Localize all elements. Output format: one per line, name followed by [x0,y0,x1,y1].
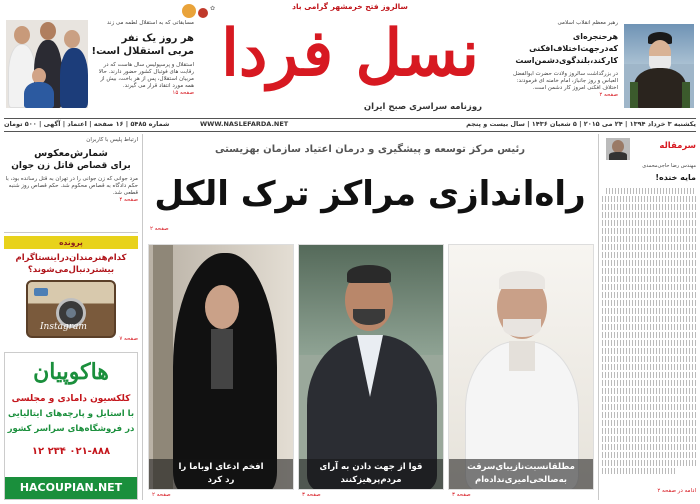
issue-line: شماره ۵۴۸۵ | ۱۶ صفحه | اعتماد | آگهی | ۵۰۰ تومان [4,120,170,128]
ad-line-3: در فروشگاه‌های سراسر کشور [7,424,135,434]
instagram-more[interactable]: صفحه ۷ [119,336,138,342]
top-right-news [500,20,618,114]
website[interactable]: WWW.NASLEFARDA.NET [200,120,289,128]
instagram-title-1: کدام‌هنرمندان‌دراینستاگرام [15,253,127,263]
date-line: یکشنبه ۳ خرداد ۱۳۹۴ | ۲۴ می ۲۰۱۵ | ۵ شعبان ۱۴۳۶ | سال بیست و پنجم [466,120,696,128]
editorial-author-photo [606,138,630,160]
hacoupian-ad[interactable] [4,352,138,500]
photo-2-caption-1: قوا از جهت دادن به آرای [319,462,423,472]
editorial-author: مهندس رضا حاجی‌محمدی [642,163,696,169]
main-more[interactable]: صفحه ۲ [150,226,169,232]
photo-1-caption [449,459,593,489]
editorial-more[interactable]: ادامه در صفحه ۲ [657,488,696,494]
photo-3 [148,244,294,490]
left-story-title-1: شمارش‌معکوس [34,148,108,159]
top-right-kicker: رهبر معظم انقلاب اسلامی [557,20,618,26]
top-right-more[interactable]: صفحه ۲ [599,92,618,98]
editorial-body [602,188,696,478]
instagram-kicker: پرونده [4,236,138,249]
top-right-body: در بزرگداشت سالروز ولادت حضرت ابوالفضل العباس و روز جانباز، امام خامنه ای فرمودند: اختلاف افکنی امروز کار دشمن است. [512,71,618,91]
photo-3-more[interactable]: صفحه ۲ [152,492,171,498]
left-story-title-2: برای قصاص قاتل زن جوان [11,161,131,171]
top-left-more[interactable]: صفحه ۱۵ [172,90,194,96]
photo-2 [298,244,444,490]
main-kicker: رئیس مرکز توسعه و پیشگیری و درمان اعتیاد سازمان بهزیستی [214,144,526,155]
instagram-brand: Instagram [40,322,87,332]
photo-1 [448,244,594,490]
top-right-title-2: کارکند،بلندگوی‌دشمن‌است [515,56,618,65]
ad-brand: هاکوپیان [33,359,109,385]
ad-line-2: با استایل و پارچه‌های ایتالیایی [7,409,135,419]
top-right-title-1: هرحنجره‌ای که‌درجهت‌اختلاف‌افکنی [529,32,618,53]
leader-photo [624,24,694,108]
top-left-title-2: مربی استقلال است! [91,46,194,57]
photo-2-caption [299,459,443,489]
photo-3-caption-2: رد کرد [207,475,235,485]
left-story-body: مرد جوانی که زن جوانی را در تهران به قتل رسانده بود، با حکم دادگاه به قصاص محکوم شد. حکم قصاص روز شنبه قطعی شد. [5,176,138,196]
editorial-header [602,138,696,160]
photo-3-caption [149,459,293,489]
photo-2-caption-2: مردم‌پرهیزکنند [340,475,402,485]
editorial-title: مایه خنده! [655,173,696,182]
ad-url[interactable]: HACOUPIAN.NET [5,477,137,499]
top-left-kicker: مسابقاتی که به استقلال لطمه می زند [107,20,194,26]
top-left-news [90,20,194,114]
left-story [4,137,138,204]
left-story-kicker: ارتباط پلیس با کاربران [86,137,138,143]
flower-ornament: ✿ [178,0,238,24]
ad-line-1: کلکسیون دامادی و مجلسی [11,394,131,404]
editorial-section: سرمقاله [659,141,696,151]
editorial [602,136,696,500]
left-story-more[interactable]: صفحه ۴ [119,197,138,203]
masthead-logo: نسل فردا [221,16,479,91]
photo-1-caption-2: به‌صالحی‌امیری‌نداده‌ام [475,475,567,485]
photo-3-caption-1: افخم ادعای اوباما را [178,462,264,472]
photo-2-more[interactable]: صفحه ۳ [302,492,321,498]
anniversary-line: سالروز فتح خرمشهر گرامی باد [292,2,408,11]
instagram-box [4,236,138,344]
football-coaches-photo [6,20,88,108]
instagram-title-2: بیشتر‌دنبال‌می‌شوند؟ [27,265,115,275]
main-headline: راه‌اندازی مراکز ترک الکل [154,174,586,214]
ad-phone[interactable]: ۰۲۱-۸۸۸ ۲۳۴ ۱۲ [31,446,111,457]
top-left-body: استقلال و پرسپولیس سال هاست که در رقابت های فوتبال کشور حضور دارند. حالا مربیان استقلال، پس از هر باخت، بیش از همه مورد انتقاد قرار می گیرند. [98,62,194,89]
masthead [200,0,500,118]
photo-1-caption-1: مطلقانسبت‌نازیبای‌سرقت [467,462,575,472]
top-left-title-1: هر روز یک نفر [121,33,194,44]
photo-1-more[interactable]: صفحه ۳ [452,492,471,498]
masthead-tagline: روزنامه سراسری صبح ایران [363,102,482,112]
main-story [146,136,594,236]
